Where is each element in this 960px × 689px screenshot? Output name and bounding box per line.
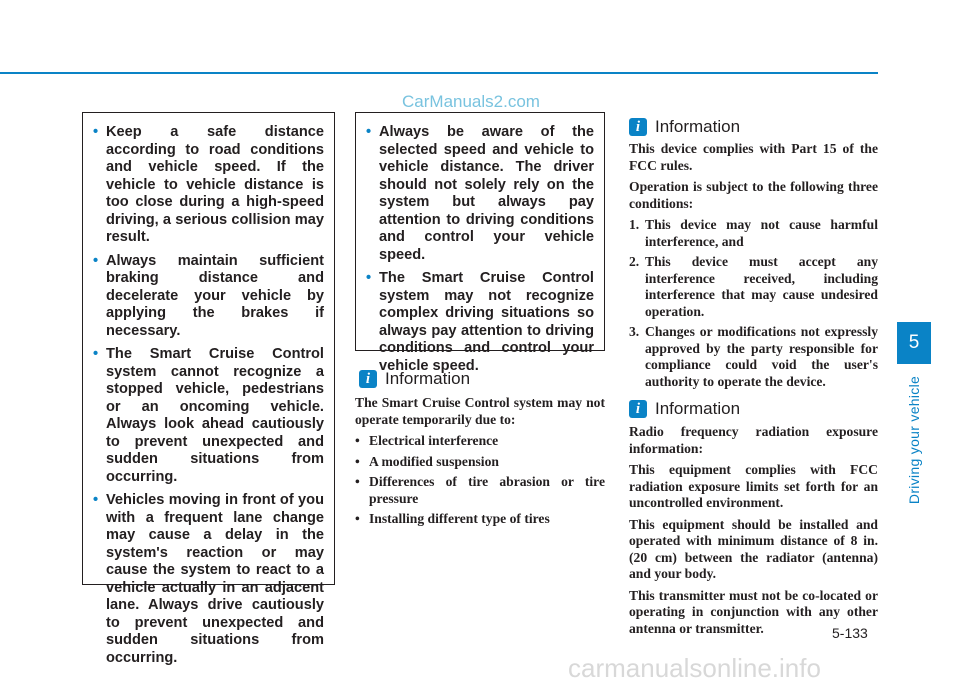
- list-item: [89, 124, 324, 247]
- chapter-tab: 5: [897, 322, 931, 364]
- list-item-text: Always maintain sufficient braking distance and decelerate your vehicle by applying the brakes if necessary.: [106, 252, 324, 339]
- list-item-text: The Smart Cruise Control system cannot recognize a stopped vehicle, pedestrians or an oncoming vehicle. Always look ahead cautiously to prevent unexpected and sudden situations from occurring.: [106, 346, 324, 485]
- chapter-title: Driving your vehicle: [906, 375, 922, 505]
- list-item-text: Changes or modifications not expressly approved by the party responsible for compliance could void the user's authority to operate the device.: [645, 324, 878, 389]
- watermark-top: CarManuals2.com: [402, 92, 540, 111]
- list-item-text: This device may not cause harmful interference, and: [645, 217, 878, 249]
- info-heading-rf: [629, 399, 740, 419]
- list-item: [629, 254, 878, 320]
- bullet-icon: •: [93, 124, 99, 140]
- info-heading-middle: [359, 369, 470, 389]
- list-item: [629, 217, 878, 250]
- list-item: [362, 124, 594, 264]
- list-item: [362, 270, 594, 375]
- list-item: [355, 433, 605, 450]
- info-heading-fcc: [629, 117, 740, 137]
- warning-box-left: [82, 112, 335, 666]
- info-title: Information: [655, 117, 741, 136]
- info-paragraph: This transmitter must not be co-located or operating in conjunction with any other antenna or transmitter.: [629, 587, 878, 636]
- bullet-icon: •: [93, 492, 99, 508]
- watermark-bottom: carmanualsonline.info: [568, 653, 821, 683]
- list-item-text: Installing different type of tires: [369, 511, 550, 526]
- bullet-icon: •: [355, 511, 360, 526]
- list-item: [89, 492, 324, 667]
- list-item: [89, 346, 324, 486]
- bullet-icon: •: [93, 252, 99, 269]
- info-intro: The Smart Cruise Control system may not operate temporarily due to:: [355, 395, 605, 427]
- info-title: Information: [385, 369, 471, 388]
- info-body-rf: [629, 424, 878, 642]
- list-item-text: This device must accept any interference received, including interference that may cause undesired operation.: [645, 254, 878, 319]
- info-body-middle: [355, 395, 605, 532]
- list-item: [629, 324, 878, 390]
- list-item: [355, 474, 605, 507]
- bullet-icon: •: [366, 270, 372, 286]
- info-paragraph: This equipment should be installed and operated with minimum distance of 8 in. (20 cm) between the radiator (antenna) and your body.: [629, 516, 878, 581]
- list-item-text: The Smart Cruise Control system may not recognize complex driving situations so always pay attention to driving conditions and control your vehicle speed.: [379, 270, 594, 374]
- list-number: 2.: [629, 254, 640, 269]
- list-item-text: A modified suspension: [369, 453, 499, 469]
- bullet-icon: •: [366, 124, 372, 140]
- header-rule: [0, 72, 878, 74]
- info-body-fcc: [629, 141, 878, 394]
- list-item-text: Differences of tire abrasion or tire pressure: [369, 474, 605, 506]
- list-item-text: Keep a safe distance according to road conditions and vehicle speed. If the vehicle to vehicle distance is too close during a high-speed driving, a serious collision may result.: [106, 124, 324, 245]
- list-number: 3.: [629, 324, 640, 339]
- info-paragraph: Operation is subject to the following three conditions:: [629, 179, 878, 211]
- bullet-icon: •: [355, 453, 360, 469]
- bullet-icon: •: [355, 433, 360, 448]
- warning-box-middle: [355, 112, 605, 374]
- list-item-text: Vehicles moving in front of you with a frequent lane change may cause a delay in the system's reaction or may cause the system to react to a vehicle actually in an adjacent lane. Always drive cautiously to prevent unexpected and sudden situations from occurring.: [106, 492, 324, 666]
- bullet-icon: •: [355, 474, 360, 489]
- list-item: [355, 511, 605, 528]
- list-item: [355, 454, 605, 471]
- page-number: 5-133: [832, 625, 868, 641]
- info-icon: i: [629, 400, 647, 418]
- info-icon: i: [359, 370, 377, 388]
- info-paragraph: Radio frequency radiation exposure information:: [629, 424, 878, 456]
- info-icon: i: [629, 118, 647, 136]
- info-title: Information: [655, 399, 741, 418]
- info-paragraph: This equipment complies with FCC radiation exposure limits set forth for an uncontrolled environment.: [629, 462, 878, 510]
- info-paragraph: This device complies with Part 15 of the FCC rules.: [629, 141, 878, 173]
- list-item-text: Electrical interference: [369, 433, 499, 448]
- bullet-icon: •: [93, 346, 99, 362]
- list-number: 1.: [629, 217, 640, 232]
- list-item: [89, 253, 324, 341]
- list-item-text: Always be aware of the selected speed and vehicle to vehicle distance. The driver should not solely rely on the system but always pay attention to driving conditions and control your vehicle speed.: [379, 124, 594, 263]
